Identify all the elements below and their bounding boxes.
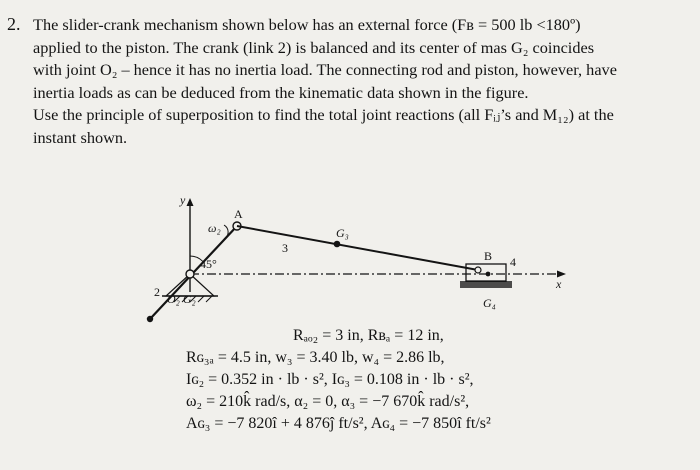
link-4-label: 4 bbox=[510, 255, 516, 269]
slider-ground-hatching bbox=[460, 283, 512, 288]
data-line-3: Iɢ₂ = 0.352 in · lb · s², Iɢ₃ = 0.108 in · lb · s², bbox=[186, 371, 474, 388]
slider-crank-diagram bbox=[138, 192, 578, 332]
g4-mass-center bbox=[486, 272, 491, 277]
joint-o2-pin bbox=[186, 270, 194, 278]
problem-statement bbox=[33, 14, 693, 150]
crank-end-point bbox=[147, 316, 153, 322]
o2-g2-label: O₂ G₂ bbox=[167, 292, 196, 306]
statement-line-5: Use the principle of superposition to find the total joint reactions (all Fᵢⱼ’s and M₁₂) at the bbox=[33, 105, 614, 125]
data-line-5: Aɢ₃ = −7 820î + 4 876ĵ ft/s², Aɢ₄ = −7 850î ft/s² bbox=[186, 415, 491, 432]
data-line-4: ω₂ = 210k̂ rad/s, α₂ = 0, α₃ = −7 670k̂ rad/s², bbox=[186, 393, 470, 410]
g3-label: G₃ bbox=[336, 226, 349, 240]
data-line-1: Rₐₒ₂ = 3 in, Rʙₐ = 12 in, bbox=[293, 327, 444, 344]
joint-a-label: A bbox=[234, 207, 243, 221]
y-axis-arrow-icon bbox=[187, 198, 194, 206]
g4-label: G₄ bbox=[483, 296, 496, 310]
problem-number: 2. bbox=[7, 14, 21, 34]
link-2-label: 2 bbox=[154, 285, 160, 299]
joint-b-label: B bbox=[484, 249, 493, 263]
y-axis-label: y bbox=[180, 193, 186, 207]
link-3-label: 3 bbox=[282, 241, 288, 255]
x-axis-label: x bbox=[556, 277, 562, 291]
angle-label: 45° bbox=[200, 257, 217, 271]
joint-b-pin bbox=[475, 267, 481, 273]
g3-mass-center bbox=[334, 241, 341, 248]
omega2-label: ω₂ bbox=[208, 221, 221, 235]
connecting-rod-link-3 bbox=[237, 226, 478, 270]
data-line-2: Rɢ₃ₐ = 4.5 in, w₃ = 3.40 lb, w₄ = 2.86 lb, bbox=[186, 349, 445, 366]
statement-line-3: with joint O₂ – hence it has no inertia load. The connecting rod and piston, however, have bbox=[33, 60, 617, 80]
statement-line-2: applied to the piston. The crank (link 2) is balanced and its center of mas G₂ coincides bbox=[33, 37, 595, 57]
piston-slider bbox=[466, 264, 506, 281]
statement-line-4: inertia loads as can be deduced from the kinematic data shown in the figure. bbox=[33, 82, 529, 102]
statement-line-1: The slider-crank mechanism shown below has an external force (Fʙ = 500 lb <180º) bbox=[33, 15, 581, 34]
statement-line-6: instant shown. bbox=[33, 127, 128, 147]
kinematic-data bbox=[178, 325, 491, 435]
